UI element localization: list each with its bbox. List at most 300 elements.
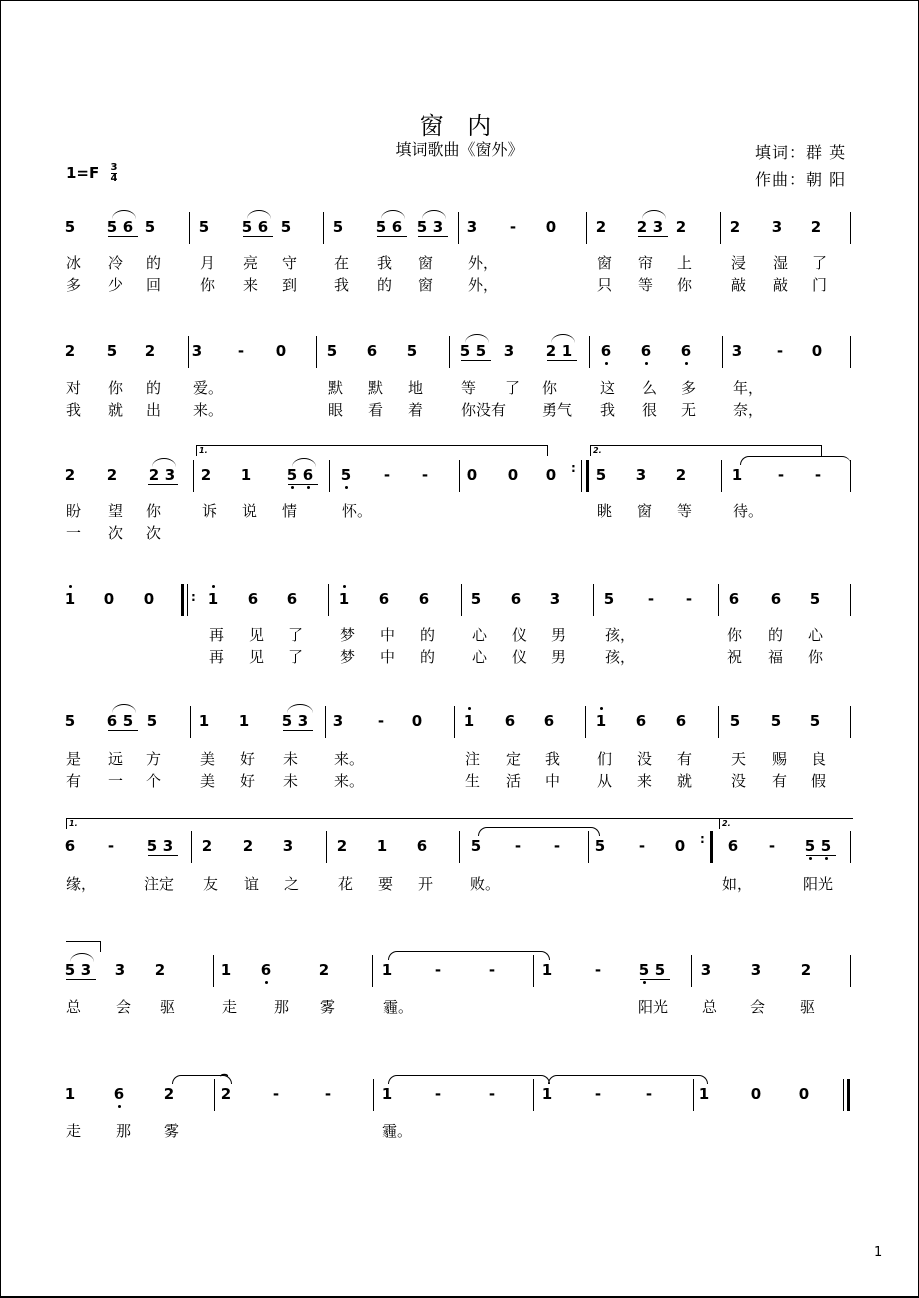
note: 6 xyxy=(728,590,740,608)
lyric: 阳光 xyxy=(638,998,669,1016)
lyric: 你 xyxy=(727,626,743,644)
repeat-start-barline xyxy=(181,584,184,616)
note: 6 xyxy=(112,1085,126,1103)
lyric: 了 xyxy=(288,648,304,666)
lyric: 帘 xyxy=(638,254,654,272)
eighth-underline xyxy=(243,236,273,237)
lyric: 待。 xyxy=(733,502,764,520)
lyric: 出 xyxy=(146,401,162,419)
lyric: 缘， xyxy=(66,875,97,893)
barline xyxy=(586,460,589,492)
note: 2 xyxy=(163,1085,175,1103)
barline xyxy=(722,336,723,368)
note: 6 xyxy=(679,342,693,360)
lyric: 活 xyxy=(506,772,522,790)
note: 0 xyxy=(103,590,115,608)
lyric: 赐 xyxy=(772,750,788,768)
lyric: 情 xyxy=(282,502,298,520)
lyric: 福 xyxy=(768,648,784,666)
lyric: 个 xyxy=(146,772,162,790)
extension-dash: - xyxy=(237,342,245,360)
note: 6 xyxy=(301,466,315,484)
volta-bracket: 2. xyxy=(590,445,822,456)
barline xyxy=(191,831,192,863)
lyric: 是 xyxy=(66,750,82,768)
note: 1 xyxy=(541,961,553,979)
extension-dash: - xyxy=(383,466,391,484)
extension-dash: - xyxy=(776,342,784,360)
lyric: 孩， xyxy=(605,648,636,666)
lyric: 浸 xyxy=(731,254,747,272)
tie xyxy=(388,951,550,960)
lyric: 见 xyxy=(249,648,265,666)
lyric: 眼 xyxy=(328,401,344,419)
lyric: 总 xyxy=(702,998,718,1016)
note: 6 xyxy=(418,590,430,608)
note: 6 xyxy=(391,218,403,236)
tie xyxy=(388,1075,550,1084)
tie xyxy=(740,456,851,465)
note: 1 xyxy=(561,342,573,360)
note: 2 xyxy=(154,961,166,979)
octave-down-dot xyxy=(605,362,608,365)
lyric: 就 xyxy=(108,401,124,419)
lyric: 默 xyxy=(328,379,344,397)
barline xyxy=(850,584,851,616)
lyric: 我 xyxy=(66,401,82,419)
note: 0 xyxy=(275,342,287,360)
lyric: 有 xyxy=(772,772,788,790)
note: 3 xyxy=(164,466,176,484)
barline xyxy=(193,460,194,492)
lyric: 你 xyxy=(200,276,216,294)
volta-bracket-tail xyxy=(66,941,101,952)
note: 2 xyxy=(64,466,76,484)
lyric: 美 xyxy=(200,772,216,790)
note: 3 xyxy=(503,342,515,360)
note: 2 xyxy=(242,837,254,855)
composer-credit: 作曲：朝 阳 xyxy=(755,170,847,189)
barline xyxy=(850,706,851,738)
note: 6 xyxy=(286,590,298,608)
note: 2 xyxy=(144,342,156,360)
note: 0 xyxy=(507,466,519,484)
lyric: 守 xyxy=(282,254,298,272)
lyric: 来 xyxy=(637,772,653,790)
lyric: 未 xyxy=(283,772,299,790)
note: 5 xyxy=(594,837,606,855)
lyric: 勇气 xyxy=(542,401,573,419)
lyric: 我 xyxy=(334,276,350,294)
extension-dash: - xyxy=(768,837,776,855)
eighth-underline xyxy=(108,236,138,237)
note: 6 xyxy=(378,590,390,608)
lyric: 冷 xyxy=(108,254,124,272)
page-number: 1 xyxy=(874,1245,883,1260)
note: 5 xyxy=(64,961,76,979)
note: 6 xyxy=(543,712,555,730)
lyric: 败。 xyxy=(470,875,501,893)
note: 6 xyxy=(510,590,522,608)
note: 2 xyxy=(675,218,687,236)
note: 3 xyxy=(80,961,92,979)
lyric: 如， xyxy=(722,875,753,893)
lyric: 多 xyxy=(681,379,697,397)
double-barline xyxy=(710,831,713,863)
note: 5 xyxy=(64,712,76,730)
barline xyxy=(850,212,851,244)
note: 6 xyxy=(247,590,259,608)
note: 3 xyxy=(635,466,647,484)
lyric: 的 xyxy=(768,626,784,644)
note: 6 xyxy=(675,712,687,730)
lyric: 我 xyxy=(377,254,393,272)
lyric: 你 xyxy=(677,276,693,294)
extension-dash: - xyxy=(685,590,693,608)
lyric: 再 xyxy=(209,648,225,666)
lyric: 走 xyxy=(222,998,238,1016)
lyric: 男 xyxy=(551,626,567,644)
lyric: 来 xyxy=(243,276,259,294)
barline xyxy=(325,706,326,738)
note: 5 xyxy=(809,712,821,730)
note: 5 xyxy=(146,712,158,730)
octave-down-dot xyxy=(345,486,348,489)
lyric: 仪 xyxy=(512,626,528,644)
note: 6 xyxy=(727,837,739,855)
note: 3 xyxy=(652,218,664,236)
lyric: 了 xyxy=(812,254,828,272)
extension-dash: - xyxy=(638,837,646,855)
note: 5 xyxy=(809,590,821,608)
repeat-end-barline xyxy=(581,460,582,492)
note: 3 xyxy=(114,961,126,979)
note: 3 xyxy=(297,712,309,730)
lyric: 心 xyxy=(808,626,824,644)
barline xyxy=(449,336,450,368)
note: 6 xyxy=(416,837,428,855)
note: 5 xyxy=(803,837,817,855)
barline xyxy=(718,584,719,616)
extension-dash: - xyxy=(488,961,496,979)
eighth-underline xyxy=(108,730,138,731)
lyric: 只 xyxy=(597,276,613,294)
lyric: 次 xyxy=(146,524,162,542)
final-barline-thick xyxy=(847,1079,850,1111)
note: 5 xyxy=(637,961,651,979)
note: 3 xyxy=(432,218,444,236)
barline xyxy=(190,706,191,738)
barline xyxy=(458,212,459,244)
lyric: 没 xyxy=(731,772,747,790)
barline xyxy=(326,831,327,863)
eighth-underline xyxy=(461,360,491,361)
barline xyxy=(693,1079,694,1111)
lyric: 花 xyxy=(338,875,354,893)
lyric: 有 xyxy=(677,750,693,768)
barline xyxy=(721,460,722,492)
lyric: 走 xyxy=(66,1122,82,1140)
note: 5 xyxy=(198,218,210,236)
note: 5 xyxy=(106,342,118,360)
lyric: 有 xyxy=(66,772,82,790)
note: 2 xyxy=(336,837,348,855)
lyric: 好 xyxy=(240,750,256,768)
note: 5 xyxy=(106,218,118,236)
note: 1 xyxy=(381,961,393,979)
note: 0 xyxy=(798,1085,810,1103)
lyric: 月 xyxy=(200,254,216,272)
note: 1 xyxy=(698,1085,710,1103)
lyricist-credit: 填词：群 英 xyxy=(755,143,847,162)
lyric: 窗 xyxy=(597,254,613,272)
lyric: 美 xyxy=(200,750,216,768)
barline xyxy=(589,336,590,368)
extension-dash: - xyxy=(272,1085,280,1103)
note: 5 xyxy=(122,712,134,730)
note: 5 xyxy=(375,218,387,236)
lyric: 着 xyxy=(408,401,424,419)
lyric: 爱。 xyxy=(193,379,224,397)
barline xyxy=(328,584,329,616)
lyric: 默 xyxy=(368,379,384,397)
barline xyxy=(850,460,851,492)
note: 2 xyxy=(220,1085,232,1103)
lyric: 年， xyxy=(733,379,764,397)
lyric: 来。 xyxy=(193,401,224,419)
lyric: 了 xyxy=(288,626,304,644)
lyric: 很 xyxy=(642,401,658,419)
note: 5 xyxy=(146,837,158,855)
note: 5 xyxy=(729,712,741,730)
note: 0 xyxy=(811,342,823,360)
time-signature-top: 3 xyxy=(110,162,118,173)
lyric: 再 xyxy=(209,626,225,644)
lyric: 看 xyxy=(368,401,384,419)
note: 6 xyxy=(64,837,76,855)
note: 5 xyxy=(654,961,666,979)
repeat-start-thin xyxy=(187,584,188,616)
note: 5 xyxy=(459,342,471,360)
barline xyxy=(533,1079,534,1111)
octave-down-dot xyxy=(825,857,828,860)
note: 3 xyxy=(750,961,762,979)
note: 2 xyxy=(64,342,76,360)
note: 1 xyxy=(594,712,608,730)
note: 5 xyxy=(285,466,299,484)
note: 1 xyxy=(337,590,351,608)
extension-dash: - xyxy=(509,218,517,236)
eighth-underline xyxy=(806,855,836,856)
octave-up-dot xyxy=(69,585,72,588)
note: 5 xyxy=(144,218,156,236)
lyric: 注 xyxy=(465,750,481,768)
extension-dash: - xyxy=(594,961,602,979)
note: 1 xyxy=(238,712,250,730)
lyric: 霾。 xyxy=(382,1122,413,1140)
lyric: 男 xyxy=(551,648,567,666)
extension-dash: - xyxy=(421,466,429,484)
note: 0 xyxy=(466,466,478,484)
tie xyxy=(172,1075,232,1084)
extension-dash: - xyxy=(488,1085,496,1103)
lyric: 中 xyxy=(380,648,396,666)
song-subtitle: 填词歌曲《窗外》 xyxy=(395,140,524,159)
note: 5 xyxy=(595,466,607,484)
lyric: 这 xyxy=(600,379,616,397)
lyric: 中 xyxy=(545,772,561,790)
lyric: 友 xyxy=(203,875,219,893)
lyric: 的 xyxy=(420,626,436,644)
barline xyxy=(720,212,721,244)
eighth-underline xyxy=(148,855,178,856)
octave-down-dot xyxy=(118,1105,121,1108)
time-signature-bottom: 4 xyxy=(110,173,118,184)
lyric: 等 xyxy=(677,502,693,520)
repeat-start-dots: : xyxy=(191,590,196,604)
lyric: 方 xyxy=(146,750,162,768)
lyric: 你没有 xyxy=(461,401,507,419)
octave-down-dot xyxy=(291,486,294,489)
barline xyxy=(691,955,692,987)
lyric: 假 xyxy=(811,772,827,790)
eighth-underline xyxy=(640,979,670,980)
lyric: 怀。 xyxy=(342,502,373,520)
lyric: 等 xyxy=(461,379,477,397)
note: 1 xyxy=(240,466,252,484)
lyric: 就 xyxy=(677,772,693,790)
lyric: 我 xyxy=(600,401,616,419)
lyric: 良 xyxy=(811,750,827,768)
note: 6 xyxy=(257,218,269,236)
lyric: 会 xyxy=(750,998,766,1016)
lyric: 的 xyxy=(377,276,393,294)
note: 1 xyxy=(198,712,210,730)
lyric: 会 xyxy=(116,998,132,1016)
octave-down-dot xyxy=(645,362,648,365)
barline xyxy=(588,831,589,863)
eighth-underline xyxy=(148,484,178,485)
lyric: 敲 xyxy=(773,276,789,294)
lyric: 少 xyxy=(108,276,124,294)
lyric: 未 xyxy=(283,750,299,768)
note: 3 xyxy=(700,961,712,979)
lyric: 来。 xyxy=(334,772,365,790)
volta-bracket: 1. xyxy=(196,445,548,456)
note: 3 xyxy=(162,837,174,855)
lyric: 说 xyxy=(242,502,258,520)
note: 5 xyxy=(332,218,344,236)
lyric: 你 xyxy=(146,502,162,520)
barline xyxy=(323,212,324,244)
note: 5 xyxy=(64,218,76,236)
note: 2 xyxy=(729,218,741,236)
eighth-underline xyxy=(66,979,96,980)
lyric: 阳光 xyxy=(803,875,834,893)
lyric: 到 xyxy=(282,276,298,294)
note: 1 xyxy=(541,1085,553,1103)
octave-up-dot xyxy=(343,585,346,588)
extension-dash: - xyxy=(777,466,785,484)
lyric: 驱 xyxy=(800,998,816,1016)
lyric: 望 xyxy=(108,502,124,520)
lyric: 无 xyxy=(681,401,697,419)
barline xyxy=(188,336,189,368)
note: 0 xyxy=(674,837,686,855)
extension-dash: - xyxy=(434,961,442,979)
note: 6 xyxy=(366,342,378,360)
eighth-underline xyxy=(418,236,448,237)
lyric: 远 xyxy=(108,750,124,768)
lyric: 霾。 xyxy=(383,998,414,1016)
lyric: 生 xyxy=(465,772,481,790)
lyric: 梦 xyxy=(340,648,356,666)
lyric: 见 xyxy=(249,626,265,644)
barline xyxy=(213,955,214,987)
lyric: 窗 xyxy=(418,276,434,294)
note: 2 xyxy=(200,466,212,484)
note: 2 xyxy=(201,837,213,855)
barline xyxy=(373,1079,374,1111)
note: 5 xyxy=(241,218,253,236)
note: 1 xyxy=(206,590,220,608)
lyric: 诉 xyxy=(202,502,218,520)
extension-dash: - xyxy=(553,837,561,855)
barline xyxy=(585,706,586,738)
lyric: 湿 xyxy=(773,254,789,272)
note: 3 xyxy=(549,590,561,608)
lyric: 外， xyxy=(468,254,499,272)
lyric: 外， xyxy=(468,276,499,294)
eighth-underline xyxy=(377,236,407,237)
lyric: 窗 xyxy=(637,502,653,520)
barline xyxy=(718,706,719,738)
lyric: 心 xyxy=(472,648,488,666)
lyric: 的 xyxy=(420,648,436,666)
extension-dash: - xyxy=(377,712,385,730)
note: 2 xyxy=(675,466,687,484)
octave-down-dot xyxy=(265,981,268,984)
lyric: 注定 xyxy=(144,875,175,893)
note: 5 xyxy=(475,342,487,360)
barline xyxy=(461,584,462,616)
eighth-underline xyxy=(283,730,313,731)
note: 2 xyxy=(810,218,822,236)
lyric: 孩， xyxy=(605,626,636,644)
note: 3 xyxy=(731,342,743,360)
barline xyxy=(316,336,317,368)
repeat-end-dots: : xyxy=(571,461,576,475)
note: 1 xyxy=(731,466,743,484)
lyric: 眺 xyxy=(597,502,613,520)
barline xyxy=(189,212,190,244)
lyric: 等 xyxy=(638,276,654,294)
lyric: 敲 xyxy=(731,276,747,294)
lyric: 谊 xyxy=(244,875,260,893)
lyric: 那 xyxy=(116,1122,132,1140)
barline xyxy=(850,336,851,368)
note: 2 xyxy=(106,466,118,484)
note: 5 xyxy=(470,837,482,855)
lyric: 好 xyxy=(240,772,256,790)
barline xyxy=(372,955,373,987)
tie xyxy=(548,1075,708,1084)
lyric: 天 xyxy=(731,750,747,768)
note: 5 xyxy=(819,837,833,855)
lyric: 总 xyxy=(66,998,82,1016)
lyric: 多 xyxy=(66,276,82,294)
note: 2 xyxy=(148,466,160,484)
